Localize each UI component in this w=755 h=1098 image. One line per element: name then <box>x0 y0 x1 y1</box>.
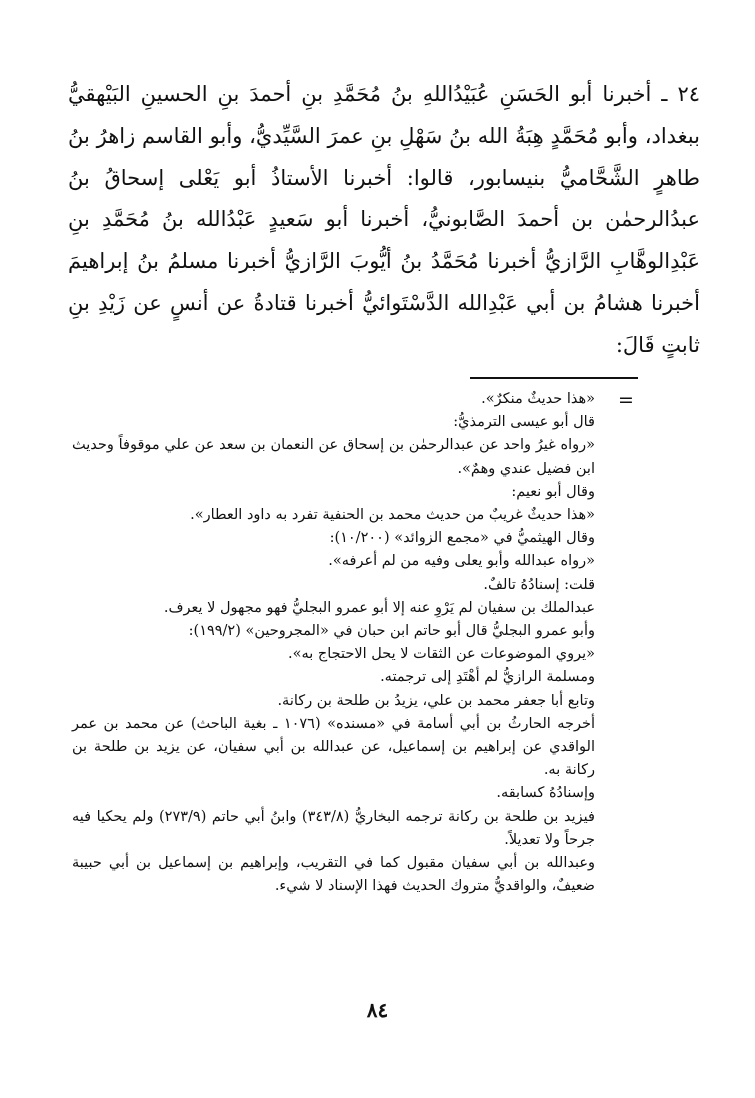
footnote-line: عبدالملك بن سفيان لم يَرْوِ عنه إلا أبو عمرو البجليُّ فهو مجهول لا يعرف. <box>163 599 595 616</box>
footnote-separator <box>470 377 638 379</box>
footnotes-block <box>72 388 595 898</box>
footnote-line: وإسنادُهُ كسابقه. <box>496 785 595 802</box>
footnote-line: أخرجه الحارثُ بن أبي أسامة في «مسنده» (١٠٧٦ ـ بغية الباحث) عن محمد بن عمر الواقدي عن إبراهيم بن إسماعيل، عن عبدالله بن أبي سفيان، عن يزيد بن طلحة بن ركانة به. <box>72 715 595 779</box>
main-hadith-paragraph: ٢٤ ـ أخبرنا أبو الحَسَنِ عُبَيْدُاللهِ بنُ مُحَمَّدِ بنِ أحمدَ بنِ الحسينِ البَيْهقيُّ ببغداد، وأبو مُحَمَّدٍ هِبَةُ الله بنُ سَهْلِ بنِ عمرَ السَّيِّديُّ، وأبو القاسم زاهرُ بنُ طاهرٍ الشَّحَّاميُّ بنيسابور، قالوا: أخبرنا الأستاذُ أبو يَعْلى إسحاقُ بنُ عبدُالرحمٰن بن أحمدَ الصَّابونيُّ، أخبرنا أبو سَعيدٍ عَبْدُالله بنُ مُحَمَّدِ بنِ عَبْدِالوهَّابِ الرَّازيُّ أخبرنا مُحَمَّدُ بنُ أيُّوبَ الرَّازيُّ أخبرنا مسلمُ بنُ إبراهيمَ أخبرنا هشامُ بن أبي عَبْدِالله الدَّسْتَوائيُّ أخبرنا قتادةُ عن أنسٍ عن زَيْدِ بنِ ثابتٍ قَالَ: <box>68 82 700 357</box>
footnote-line: «يروي الموضوعات عن الثقات لا يحل الاحتجاج به». <box>288 646 595 663</box>
footnote-line: وقال الهيثميُّ في «مجمع الزوائد» (١٠/٢٠٠): <box>329 530 595 547</box>
page-number: ٨٤ <box>366 998 389 1022</box>
footnote-line: وقال أبو نعيم: <box>511 483 595 500</box>
footnote-line: قلت: إسنادُهُ تالفٌ. <box>483 576 595 593</box>
footnote-line: فيزيد بن طلحة بن ركانة ترجمه البخاريُّ (٣٤٣/٨) وابنُ أبي حاتم (٢٧٣/٩) ولم يحكيا فيه جرحاً ولا تعديلاً. <box>72 808 595 848</box>
footnote-line: «هذا حديثٌ منكرٌ». <box>481 391 595 407</box>
footnote-line: «رواه غيرُ واحد عن عبدالرحمٰن بن إسحاق عن النعمان بن سعد عن علي موقوفاً وحديث ابن فضيل عندي وهمٌ». <box>72 437 595 477</box>
footnote-line: ومسلمة الرازيُّ لم أهْتَدِ إلى ترجمته. <box>380 669 595 686</box>
footnote-line: وأبو عمرو البجليُّ قال أبو حاتم ابن حبان في «المجروحين» (١٩٩/٢): <box>188 623 595 640</box>
footnote-line: «هذا حديثٌ غريبٌ من حديث محمد بن الحنفية تفرد به داود العطار». <box>190 507 595 524</box>
footnote-line: وتابع أبا جعفر محمد بن علي، يزيدُ بن طلحة بن ركانة. <box>277 692 595 709</box>
footnote-continuation-marker: = <box>618 389 634 411</box>
footnote-line: قال أبو عيسى الترمذيُّ: <box>453 414 595 431</box>
footnote-line: «رواه عبدالله وأبو يعلى وفيه من لم أعرفه». <box>328 553 595 570</box>
footnote-line: وعبدالله بن أبي سفيان مقبول كما في التقريب، وإبراهيم بن إسماعيل بن أبي حبيبة ضعيفٌ، والواقديُّ متروك الحديث فهذا الإسناد لا شيء. <box>72 855 595 895</box>
